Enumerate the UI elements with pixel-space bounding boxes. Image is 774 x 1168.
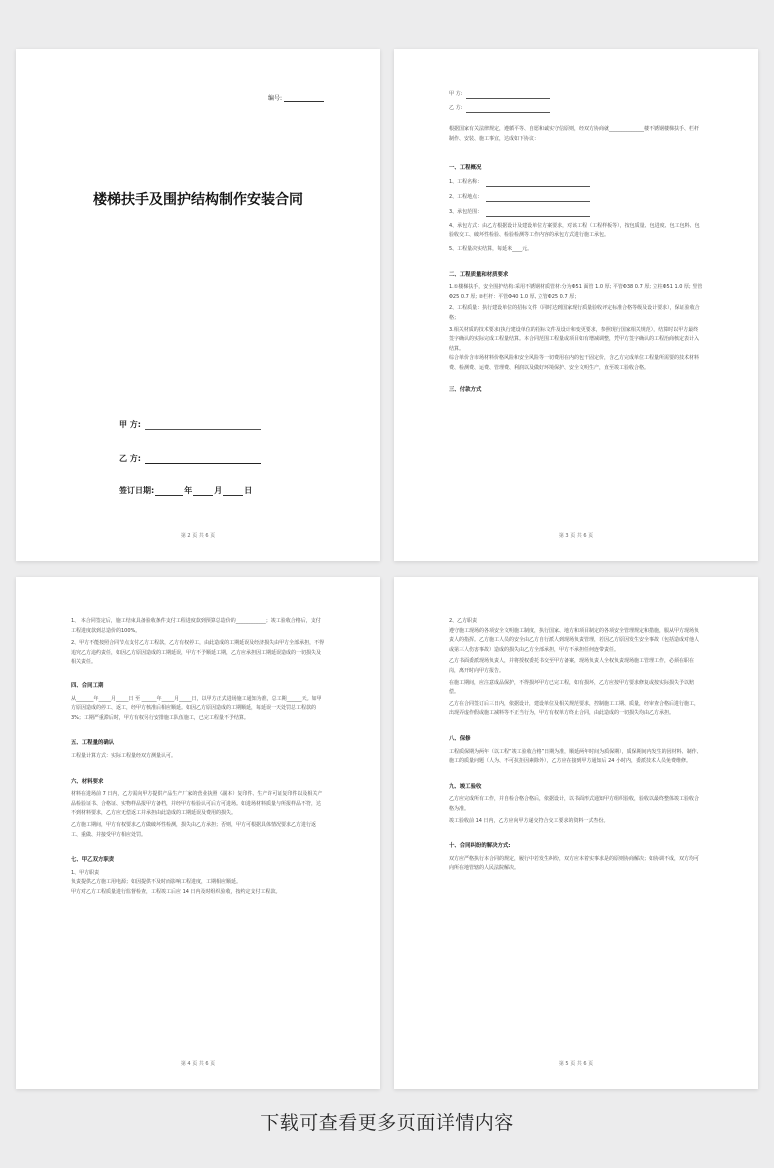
paragraph: 在施工期间，应注意成品保护，不得损坏甲方已完工程，如有损坏，乙方应按甲方要求修复或按实际损失予以赔偿。 [449,679,695,696]
project-name-field [449,177,703,187]
paragraph: 1.①楼梯扶手，安全围护结构:采用不锈钢材质管材:分为Φ51 面管 1.0 厚; 平管Φ38 0.7 厚; 立柱Φ51 1.0 厚; 竖管Φ25 0.7 厚; ②栏杆：平管Φ40 1.0 厚, 立管Φ25 0.7 厚； [449,284,703,300]
project-place-field [449,192,703,202]
intro-paragraph: 根据国家有关法律规定，遵循平等、自愿和诚实守信原则，经双方协商就______________楼不锈钢楼梯扶手、栏杆制作、安装、施工事宜，达成如下协议： [449,126,700,142]
contract-page-3 [394,49,758,561]
project-scope-label: 3、承包范围： [449,208,483,215]
section-heading: 二、工程质量和材质要求 [449,271,509,278]
party-a-label: 甲 方: [449,91,463,97]
day-label: 日 [244,486,253,495]
contract-number-blank [284,94,324,102]
year-label: 年 [184,486,193,495]
party-b-field [119,453,261,464]
project-place-label: 2、工程地点： [449,193,483,200]
party-b-label: 乙 方: [119,454,141,463]
contract-title: 楼梯扶手及围护结构制作安装合同 [93,192,303,208]
page-content [449,617,703,874]
project-place-blank [486,195,590,202]
page-number: 第 2 页 共 6 页 [180,533,216,539]
paragraph: 综合单价含市场材料价格风险和安全风险等一切费用在内的包干固定价，含乙方完成单位工程量所需要的技术材料费、检测费、运费、管理费、利润以及做好环境保护、安全文明生产，直至竣工验收合格。 [449,355,700,371]
paragraph: 材料在进场前 7 日内，乙方需向甲方提供产品生产厂家的营业执照（副本）复印件、生产许可证复印件以及相关产品检验证书、合格证、实物样品报甲方备档，并经甲方检验认可后方可进场。如进场材料质量与所报样品不符，达不到材料要求，乙方应无偿返工并承担由此造成的工期延误及费用的损失。 [71,791,323,817]
party-b-blank [145,454,261,464]
party-a-blank [466,92,550,99]
paragraph: 乙方施工期间，甲方有权要求乙方做破坏性检测，损失由乙方承担；否则，甲方可根据具体情况要求乙方进行返工、重做、并接受甲方相应处罚。 [71,821,317,838]
page-content [71,617,325,897]
month-label: 月 [214,486,223,495]
month-blank [193,486,213,496]
page-number: 第 5 页 共 6 页 [558,1061,594,1067]
section-heading: 一、工程概况 [449,165,482,172]
paragraph: 1、 本合同签定后，施工结束具备验收条件支付工程进度款到预算总造价的____________；竣工验收合格后，支付工程进度款到总造价的100%。 [71,618,321,634]
paragraph: 3.相关材质的技术要求(执行建设单位的招标文件及设计和变更要求，参照现行国家相关规范），结算时以甲方最终签字确认的实际完成工程量结算。本合同范围工程量或项目如有增减调整，凭甲方签字确认的工程治商核定表计入结算。 [449,326,700,352]
paragraph: 工程量计算方式：实际工程量经双方测量认可。 [71,752,177,759]
sign-date-field [119,485,252,496]
section-heading: 七、甲乙双方职责 [71,857,115,864]
section-heading: 八、保修 [449,735,471,742]
project-scope-field [449,207,703,217]
project-scope-blank [486,210,590,217]
party-b-label: 乙 方: [449,105,463,111]
page-content [449,89,703,398]
paragraph: 甲方对乙方工程质量进行监督检查，工程竣工后应 14 日内及时组织验收，按约定支付工程款。 [71,888,281,895]
section-heading: 六、材料要求 [71,778,104,785]
contract-number [268,93,324,102]
paragraph: 负责提供乙方施工用电源；如因提供不及时而影响工程进度，工期相应顺延。 [71,879,242,886]
contract-page-5 [394,577,758,1089]
year-blank [155,486,183,496]
download-more-caption: 下载可查看更多页面详情内容 [260,1112,514,1134]
paragraph: 遵守施工现场的各项安全文明施工制度，执行国家、地方和项目制定的各项安全管理规定和措施，服从甲方现场负责人的指挥。乙方施工人员的安全由乙方自行派人到现场负责管理，若因乙方原因发生安全事故（包括造成对他人或第三人伤害事故）造成的损失由乙方全部承担，甲方不承担任何连带责任。 [449,627,700,653]
sub-heading: 1、甲方职责 [71,869,100,876]
party-a-field [119,419,261,430]
party-a-blank [145,420,261,430]
paragraph: 乙方在合同签订后三日内，依据设计，建设单位及相关规范要求，控制施工工期、质量，经审查合格后进行施工，出现弄虚作假或施工减料等不正当行为，甲方有权单方终止合同，由此造成的一切损失均由乙方承担。 [449,700,700,717]
cover-page [16,49,380,561]
paragraph: 竣工验收前 14 日内，乙方应向甲方递交符合交工要求的资料一式叁份。 [449,817,609,824]
contract-page-4 [16,577,380,1089]
page-number: 第 3 页 共 6 页 [558,533,594,539]
page-number: 第 4 页 共 6 页 [180,1061,216,1067]
party-a-field [449,89,703,99]
section-heading: 四、合同工期 [71,682,104,689]
paragraph: 双方应严格执行本合同的规定，履行中若发生纠纷，双方应本着实事求是的原则协商解决；如协调不成，双方均可向所在地管辖的人民法院解决。 [449,855,700,872]
paragraph: 2、甲方不能按照合同节点支付乙方工程款，乙方有权停工，由此造成的工期延误及经济损失由甲方全部承担，不得追究乙方违约责任，如因乙方原因造成的工期延误，甲方不予顺延工期，乙方应承担因工期延误造成的一切损失及相关责任。 [71,640,325,666]
paragraph: 4、承包方式：由乙方根据设计及建设单位方案要求，对该工程（工程样板等），按包质量、包进度、包工包料、包验收交工、破坏性检验、检验检测等工作内容的承包方式进行施工承包。 [449,222,700,239]
section-heading: 五、工程量的确认 [71,740,115,747]
paragraph: 工程质保期为两年（以工程“竣工验收合格”日期为准，顺延两年时间为质保期），质保期间内发生的因材料、制作、施工的质量问题（人为、不可抗拒因素除外），乙方应在接到甲方通知后 24 小时内，委派技术人员免费维修。 [449,748,702,765]
paragraph: 乙方应完成所有工作，并自检合格合格后，依据设计，以书面形式通知甲方组织验收，验收以最终整体竣工验收合格为准。 [449,796,700,812]
party-a-label: 甲 方: [119,420,141,429]
section-heading: 十、合同纠纷的解决方式: [449,843,511,850]
day-blank [223,486,243,496]
project-name-label: 1、工程名称： [449,178,483,185]
paragraph: 2、工程质量：执行建设单位的招标文件（同时达到国家现行质量验收评定标准合格等级及设计要求），保证验收合格； [449,305,700,321]
contract-number-label: 编号: [267,95,282,102]
sign-date-label: 签订日期: [119,486,155,495]
section-heading: 九、竣工验收 [449,783,482,790]
paragraph: 乙方书面委派现场负责人，并将授权委托书交至甲方备案，现场负责人全权负责现场施工管理工作，必须在职在岗，离开时向甲方报告。 [449,658,695,674]
section-heading: 三、付款方式 [449,386,482,393]
sub-heading: 2、乙方职责 [449,618,478,624]
paragraph: 从_______年_____月_____日 至 ______年_____月_____日，以甲方正式进场施工通知为准，总工期______天。如甲方原因造成的停工、返工，经甲方核准后相应顺延。如因乙方原因造成的工期顺延，每延误一天处罚总工程款的 3%；工期严重滞后时，甲方有权另行安排施工队伍施工，已完工程量不予结算。 [71,695,322,721]
party-b-blank [466,106,550,113]
paragraph: 5、工程量决实结算，每延米____元。 [449,245,533,252]
party-b-field [449,103,703,113]
project-name-blank [486,180,590,187]
